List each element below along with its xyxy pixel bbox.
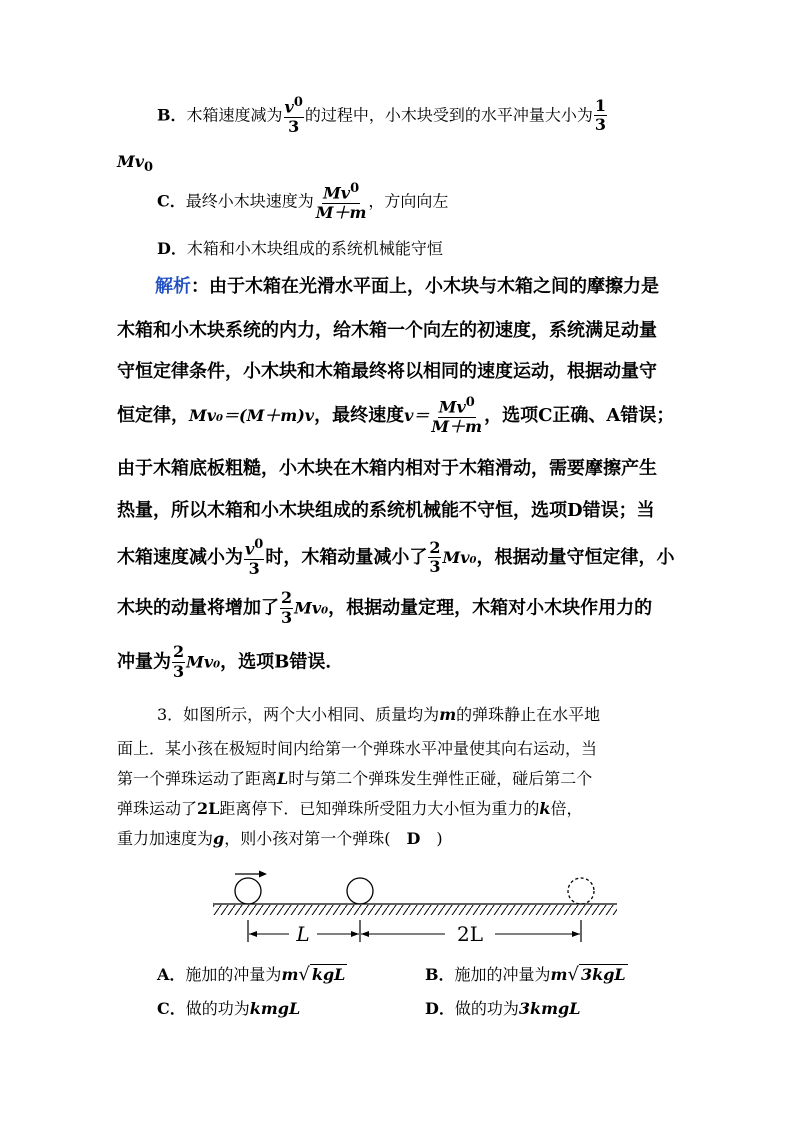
choice-c[interactable]: C．做的功为kmgL — [157, 999, 301, 1018]
analysis-line-3: 守恒定律条件，小木块和木箱最终将以相同的速度运动，根据动量守 — [117, 361, 657, 382]
analysis-line-1: 解析：由于木箱在光滑水平面上，小木块与木箱之间的摩擦力是 — [155, 276, 659, 297]
analysis-line-2: 木箱和小木块系统的内力，给木箱一个向左的初速度，系统满足动量 — [117, 320, 657, 341]
fraction-mv0-over-m-plus-m-analysis: $\frac{Mv^0}{M+m}$ — [431, 395, 483, 437]
analysis-line-6: 热量，所以木箱和小木块组成的系统机械能不守恒，选项D错误；当 — [117, 500, 655, 521]
label-2L: 2L — [456, 922, 484, 946]
marble-2 — [347, 878, 373, 904]
marble-1 — [235, 878, 261, 904]
option-b-line-1: B．木箱速度减为 $\frac{v^0}{3}$ 的过程中，小木块受到的水平冲量大小为 $\frac{1}{3}$ — [157, 95, 607, 137]
analysis-line-8: 木块的动量将增加了 $\frac{2}{3}$ Mv₀，根据动量定理，木箱对小木块作用力的 — [117, 588, 653, 627]
fraction-2-over-3-b: $\frac{2}{3}$ — [281, 588, 293, 627]
marble-2-final-position — [568, 878, 594, 904]
label-L: L — [296, 922, 310, 946]
ground-hatching — [213, 905, 617, 915]
analysis-line-5: 由于木箱底板粗糙，小木块在木箱内相对于木箱滑动，需要摩擦产生 — [117, 458, 657, 479]
option-b-line-2: $Mv_0$ — [117, 152, 154, 176]
analysis-line-4: 恒定律，Mv₀＝(M＋m)v，最终速度v＝ $\frac{Mv^0}{M+m}$ ，选项C正确、A错误； — [117, 395, 675, 437]
choice-a[interactable]: A．施加的冲量为m√ kgL — [157, 964, 346, 985]
fraction-2-over-3-a: $\frac{2}{3}$ — [429, 537, 441, 577]
fraction-v0-over-3-analysis: $\frac{v^0}{3}$ — [245, 537, 264, 579]
analysis-line-7: 木箱速度减小为 $\frac{v^0}{3}$ 时，木箱动量减小了 $\frac{2}{3}$ Mv₀，根据动量守恒定律，小 — [117, 537, 675, 579]
question-3-line-1: 3．如图所示，两个大小相同、质量均为m的弹珠静止在水平地 — [157, 705, 601, 724]
marbles-figure — [205, 868, 625, 958]
question-3-line-3: 第一个弹珠运动了距离L时与第二个弹珠发生弹性正碰，碰后第二个 — [117, 769, 593, 788]
option-c: C．最终小木块速度为 $\frac{Mv^0}{M+m}$ ，方向向左 — [157, 181, 449, 223]
choice-d[interactable]: D．做的功为3kmgL — [425, 999, 581, 1018]
analysis-line-9: 冲量为 $\frac{2}{3}$ Mv₀，选项B错误． — [117, 642, 344, 681]
analysis-label: 解析 — [155, 276, 191, 297]
question-3-line-4: 弹珠运动了2L距离停下．已知弹珠所受阻力大小恒为重力的k倍， — [117, 799, 583, 818]
fraction-v0-over-3: $\frac{v^0}{3}$ — [284, 95, 303, 137]
fraction-mv0-over-m-plus-m: $\frac{Mv^0}{M+m}$ — [315, 181, 367, 223]
choice-b[interactable]: B．施加的冲量为m√ 3kgL — [425, 964, 626, 985]
option-d: D．木箱和小木块组成的系统机械能守恒 — [157, 239, 443, 258]
question-3-line-2: 面上．某小孩在极短时间内给第一个弹珠水平冲量使其向右运动，当 — [117, 739, 598, 758]
fraction-1-over-3: $\frac{1}{3}$ — [594, 95, 607, 135]
velocity-arrow-icon — [235, 871, 267, 878]
question-3-line-5: 重力加速度为g，则小孩对第一个弹珠( D ) — [117, 829, 443, 848]
fraction-2-over-3-c: $\frac{2}{3}$ — [173, 642, 185, 681]
answer-letter: D — [406, 829, 421, 848]
